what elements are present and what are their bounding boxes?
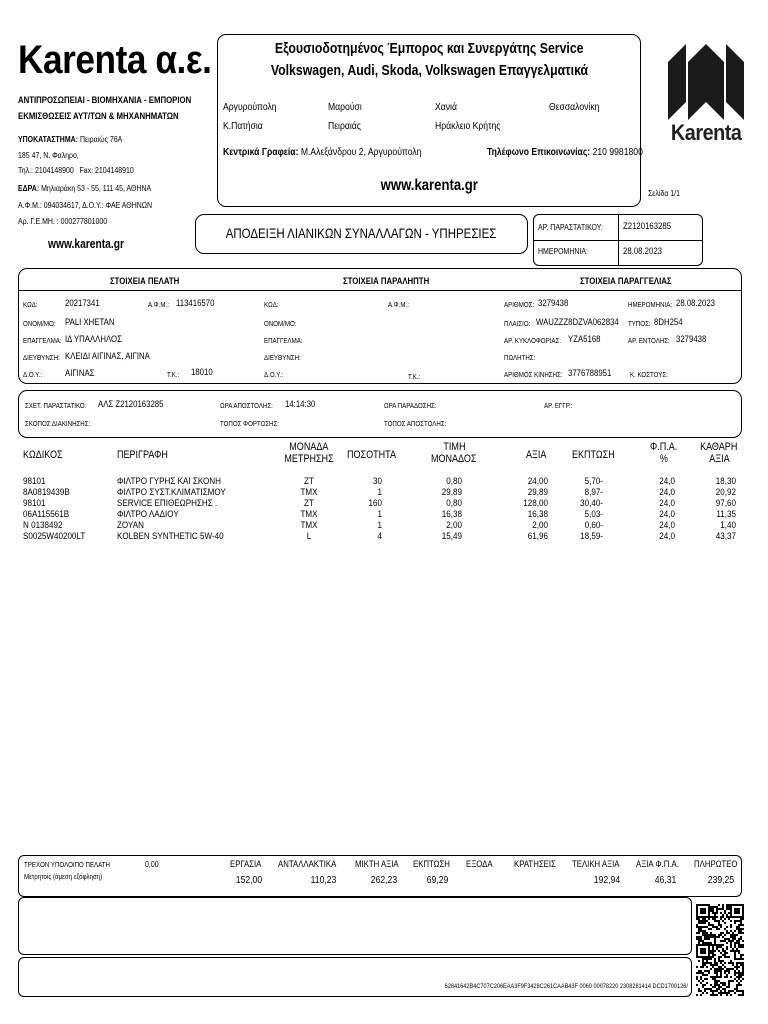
table-row	[0, 487, 768, 498]
branch-line: ΥΠΟΚΑΤΑΣΤΗΜΑ: Πειραιώς 76Α	[18, 134, 123, 144]
cell-unit: TMX	[300, 487, 318, 498]
table-row	[0, 509, 768, 520]
cell-value: 24,00	[527, 476, 548, 487]
balance: 0,00	[145, 859, 159, 869]
order-chassis-label: ΠΛΑΙΣΙΟ:	[504, 319, 531, 328]
customer-doy-label: Δ.Ο.Υ.:	[23, 370, 43, 379]
table-row	[0, 476, 768, 487]
col-header-value: ΑΞΙΑ	[526, 449, 547, 461]
cell-price: 15,49	[441, 531, 462, 542]
customer-name-label: ΟΝΟΜ/ΜΟ:	[23, 319, 56, 328]
customer-code-label: ΚΩΔ:	[23, 300, 38, 309]
cell-discount: 5,03-	[584, 509, 603, 520]
order-mov: 3776788951	[568, 368, 612, 379]
order-type-label: ΤΥΠΟΣ:	[628, 319, 651, 328]
cell-desc: KOLBEN SYNTHETIC 5W-40	[117, 531, 224, 542]
order-mov-label: ΑΡΙΘΜΟΣ ΚΙΝΗΣΗΣ:	[504, 370, 563, 379]
doc-number: Z2120163285	[623, 221, 672, 232]
doc-date-label: ΗΜΕΡΟΜΗΝΙΑ:	[538, 246, 588, 256]
cell-value: 29,89	[527, 487, 548, 498]
cell-discount: 8,97-	[584, 487, 603, 498]
dealer-title-2: Volkswagen, Audi, Skoda, Volkswagen Επαγγελματικά	[270, 62, 588, 79]
notes-box	[18, 897, 692, 955]
col-header-price: ΤΙΜΗ ΜΟΝΑΔΟΣ	[431, 441, 477, 465]
karenta-logo-mark	[666, 42, 746, 122]
payable-value: 239,25	[707, 874, 734, 886]
table-row	[0, 498, 768, 509]
cell-code: N 0138492	[23, 520, 63, 531]
recipient-header: ΣΤΟΙΧΕΙΑ ΠΑΡΑΛΗΠΤΗ	[343, 276, 430, 287]
col-header-qty: ΠΟΣΟΤΗΤΑ	[347, 449, 397, 461]
expenses-label: ΕΞΟΔΑ	[466, 859, 493, 870]
customer-code: 20217341	[65, 298, 100, 309]
ship-del-time-label: ΩΡΑ ΠΑΡΑΔΟΣΗΣ:	[384, 401, 437, 410]
recipient-addr-label: ΔΙΕΥΘΥΝΣΗ:	[264, 353, 301, 362]
col-header-vat: Φ.Π.Α. %	[650, 441, 678, 465]
cell-unit: ZT	[304, 498, 314, 509]
cell-vat: 24,0	[659, 531, 675, 542]
ship-egr-label: ΑΡ. ΕΓΓΡ.:	[544, 401, 573, 410]
labor-label: ΕΡΓΑΣΙΑ	[230, 859, 262, 870]
order-chassis: WAUZZZ8DZVA062834	[536, 317, 619, 328]
final-value: 192,94	[593, 874, 620, 886]
customer-header: ΣΤΟΙΧΕΙΑ ΠΕΛΑΤΗ	[110, 276, 180, 287]
city-irakleio: Ηράκλειο Κρήτης	[435, 120, 501, 132]
cell-price: 16,38	[441, 509, 462, 520]
cell-discount: 30,40-	[580, 498, 603, 509]
cell-vat: 24,0	[659, 520, 675, 531]
shipping-box	[18, 390, 742, 438]
vat-total-label: ΑΞΙΑ Φ.Π.Α.	[636, 859, 679, 870]
col-header-disc: ΕΚΠΤΩΣΗ	[572, 449, 615, 461]
ship-load-label: ΤΟΠΟΣ ΦΟΡΤΩΣΗΣ:	[220, 419, 279, 428]
cell-code: 98101	[23, 476, 46, 487]
ship-dest-label: ΤΟΠΟΣ ΑΠΟΣΤΟΛΗΣ:	[384, 419, 447, 428]
order-seller-label: ΠΩΛΗΤΗΣ:	[504, 353, 536, 362]
cell-code: 98101	[23, 498, 46, 509]
order-type: 8DH254	[654, 317, 683, 328]
recipient-name-label: ΟΝΟΜ/ΜΟ:	[264, 319, 297, 328]
col-header-unit: ΜΟΝΑΔΑ ΜΕΤΡΗΣΗΣ	[284, 441, 334, 465]
cell-vat: 24,0	[659, 487, 675, 498]
city-patisia: Κ.Πατήσια	[223, 120, 263, 132]
cell-price: 29,89	[441, 487, 462, 498]
dealer-website[interactable]: www.karenta.gr	[380, 177, 478, 194]
document-mark: 62841642B4C707C206EAA3F9F3428C261CAAB43F 0060 00078220 2308281414 DCD1700126/	[444, 983, 688, 990]
gross-label: ΜΙΚΤΗ ΑΞΙΑ	[355, 859, 399, 870]
cell-qty: 30	[373, 476, 382, 487]
cell-net: 43,37	[715, 531, 736, 542]
cell-net: 20,92	[715, 487, 736, 498]
customer-afm: 113416570	[176, 298, 215, 309]
order-date-label: ΗΜΕΡΟΜΗΝΙΑ:	[628, 300, 673, 309]
recipient-tk-label: Τ.Κ.:	[408, 372, 421, 381]
cell-net: 97,60	[715, 498, 736, 509]
company-tagline-1: ΑΝΤΙΠΡΟΣΩΠΕΙΑΙ - ΒΙΟΜΗΧΑΝΙΑ - ΕΜΠΟΡΙΟΝ	[18, 95, 192, 106]
cell-vat: 24,0	[659, 498, 675, 509]
table-row	[0, 531, 768, 542]
order-header: ΣΤΟΙΧΕΙΑ ΠΑΡΑΓΓΕΛΙΑΣ	[580, 276, 672, 287]
cell-desc: ΦΙΛΤΡΟ ΣΥΣΤ.ΚΛΙΜΑΤΙΣΜΟΥ	[117, 487, 226, 498]
cell-net: 18,30	[715, 476, 736, 487]
ship-rel: ΑΛΣ Z2120163285	[98, 399, 164, 410]
city-thessaloniki: Θεσσαλονίκη	[549, 101, 600, 113]
dealer-hq: Κεντρικά Γραφεία: Μ.Αλεξάνδρου 2, Αργυρούπολη	[223, 146, 422, 158]
mark-box	[18, 957, 692, 997]
recipient-afm-label: Α.Φ.Μ.:	[388, 300, 409, 309]
cell-value: 16,38	[527, 509, 548, 520]
branch-city: 185 47, Ν. Φαληρο,	[18, 150, 79, 160]
customer-name: PALI ΧΗΕΤΑΝ	[65, 317, 115, 328]
parts-value: 110,23	[310, 874, 336, 886]
discount-label: ΕΚΠΤΩΣΗ	[413, 859, 450, 870]
order-plate-label: ΑΡ. ΚΥΚΛΟΦΟΡΙΑΣ:	[504, 336, 562, 345]
customer-afm-label: Α.Φ.Μ.:	[148, 300, 169, 309]
page-number: Σελίδα 1/1	[648, 188, 680, 198]
cell-value: 2,00	[532, 520, 548, 531]
doc-number-label: ΑΡ. ΠΑΡΑΣΤΑΤΙΚΟΥ:	[538, 222, 603, 232]
qr-code	[696, 904, 744, 996]
cell-value: 61,96	[527, 531, 548, 542]
city-argyroupoli: Αργυρούπολη	[223, 101, 277, 113]
company-name: Karenta α.ε.	[18, 38, 212, 82]
city-marousi: Μαρούσι	[328, 101, 362, 113]
order-cmd: 3279438	[676, 334, 707, 345]
ship-rel-label: ΣΧΕΤ. ΠΑΡΑΣΤΑΤΙΚΟ:	[25, 401, 87, 410]
payable-label: ΠΛΗΡΩΤΕΟ	[694, 859, 738, 870]
cell-desc: SERVICE ΕΠΙΘΕΩΡΗΣΗΣ .	[117, 498, 218, 509]
cell-code: 8A0819439B	[23, 487, 70, 498]
cell-discount: 18,59-	[580, 531, 603, 542]
customer-tk: 18010	[191, 367, 213, 378]
order-cmd-label: ΑΡ. ΕΝΤΟΛΗΣ:	[628, 336, 670, 345]
items-list	[0, 476, 768, 586]
city-peiraias: Πειραιάς	[328, 120, 361, 132]
cell-value: 128,00	[523, 498, 548, 509]
cell-desc: ΦΙΛΤΡΟ ΛΑΔΙΟΥ	[117, 509, 179, 520]
col-header-net: ΚΑΘΑΡΗ ΑΞΙΑ	[700, 441, 738, 465]
cell-code: 06A115561B	[23, 509, 70, 520]
cell-discount: 0,60-	[584, 520, 603, 531]
karenta-logo	[666, 42, 746, 148]
customer-addr-label: ΔΙΕΥΘΥΝΣΗ:	[23, 353, 60, 362]
customer-addr: ΚΛΕΙΔΙ ΑΙΓΙΝΑΣ, ΑΙΓΙΝΑ	[65, 351, 150, 362]
labor-value: 152,00	[235, 874, 262, 886]
table-row	[0, 520, 768, 531]
dealer-tel: Τηλέφωνο Επικοινωνίας: 210 9981800	[487, 146, 643, 158]
ship-purpose-label: ΣΚΟΠΟΣ ΔΙΑΚΙΝΗΣΗΣ:	[25, 419, 91, 428]
cell-qty: 1	[377, 487, 382, 498]
customer-tk-label: Τ.Κ.:	[167, 370, 180, 379]
order-cost-label: Κ. ΚΟΣΤΟΥΣ:	[630, 370, 668, 379]
cell-code: S0025W40200LT	[23, 531, 86, 542]
vat-line: Α.Φ.Μ.: 094034617, Δ.Ο.Υ.: ΦΑΕ ΑΘΗΝΩΝ	[18, 200, 153, 210]
cell-qty: 160	[368, 498, 382, 509]
retentions-label: ΚΡΑΤΗΣΕΙΣ	[514, 859, 556, 870]
discount-value: 69,29	[426, 874, 448, 886]
cell-net: 11,35	[716, 509, 736, 520]
balance-label: ΤΡΕΧΟΝ ΥΠΟΛΟΙΠΟ ΠΕΛΑΤΗ	[24, 860, 111, 869]
order-date: 28.08.2023	[676, 298, 715, 309]
gemi-line: Αρ. Γ.Ε.ΜΗ. : 000277801000	[18, 216, 108, 226]
col-header-code: ΚΩΔΙΚΟΣ	[23, 449, 63, 461]
dealer-title-1: Εξουσιοδοτημένος Έμπορος και Συνεργάτης Service	[274, 40, 584, 57]
cell-qty: 1	[377, 509, 382, 520]
order-num-label: ΑΡΙΘΜΟΣ:	[504, 300, 535, 309]
recipient-doy-label: Δ.Ο.Υ.:	[264, 370, 284, 379]
seat-line: ΕΔΡΑ: Μηλιαράκη 53 - 55, 111 45, ΑΘΗΝΑ	[18, 183, 152, 193]
cell-desc: ΦΙΛΤΡΟ ΓΥΡΗΣ ΚΑΙ ΣΚΟΝΗ	[117, 476, 221, 487]
cell-unit: TMX	[300, 509, 318, 520]
recipient-code-label: ΚΩΔ:	[264, 300, 279, 309]
city-chania: Χανιά	[435, 101, 457, 113]
recipient-job-label: ΕΠΑΓΓΕΛΜΑ:	[264, 336, 303, 345]
cell-desc: ΖΟΥΑΝ	[117, 520, 144, 531]
cell-unit: TMX	[300, 520, 318, 531]
order-plate: YZA5168	[568, 334, 601, 345]
doc-date: 28.08.2023	[623, 246, 662, 257]
final-label: ΤΕΛΙΚΗ ΑΞΙΑ	[572, 859, 620, 870]
customer-job-label: ΕΠΑΓΓΕΛΜΑ:	[23, 336, 62, 345]
cell-unit: ZT	[304, 476, 314, 487]
cell-net: 1,40	[720, 520, 736, 531]
karenta-logo-text: Karenta	[670, 120, 742, 145]
cell-qty: 4	[377, 531, 382, 542]
cell-vat: 24,0	[659, 509, 675, 520]
cell-unit: L	[306, 531, 312, 542]
vat-total-value: 46,31	[654, 874, 676, 886]
phone-line: Τηλ.: 2104148900 Fax: 2104148910	[18, 165, 134, 175]
company-website[interactable]: www.karenta.gr	[48, 237, 124, 251]
cell-price: 0,80	[446, 498, 462, 509]
cell-vat: 24,0	[659, 476, 675, 487]
gross-value: 262,23	[370, 874, 397, 886]
customer-job: ΙΔ ΥΠΑΛΛΗΛΟΣ	[65, 334, 122, 345]
cell-price: 2,00	[446, 520, 462, 531]
payment-method: Μετρητοίς (άμεση εξόφληση)	[24, 872, 103, 881]
company-tagline-2: ΕΚΜΙΣΘΩΣΕΙΣ ΑΥΤ/ΤΩΝ & ΜΗΧΑΝΗΜΑΤΩΝ	[18, 111, 179, 122]
parts-label: ΑΝΤΑΛΛΑΚΤΙΚΑ	[278, 859, 337, 870]
doc-title: ΑΠΟΔΕΙΞΗ ΛΙΑΝΙΚΩΝ ΣΥΝΑΛΛΑΓΩΝ - ΥΠΗΡΕΣΙΕΣ	[226, 225, 497, 241]
cell-discount: 5,70-	[584, 476, 603, 487]
order-num: 3279438	[538, 298, 569, 309]
qr-code-graphic	[696, 904, 744, 996]
ship-dep-time-label: ΩΡΑ ΑΠΟΣΤΟΛΗΣ:	[220, 401, 273, 410]
customer-doy: ΑΙΓΙΝΑΣ	[65, 368, 95, 379]
cell-price: 0,80	[446, 476, 462, 487]
cell-qty: 1	[377, 520, 382, 531]
col-header-desc: ΠΕΡΙΓΡΑΦΗ	[117, 449, 168, 461]
ship-dep-time: 14:14:30	[285, 399, 316, 410]
